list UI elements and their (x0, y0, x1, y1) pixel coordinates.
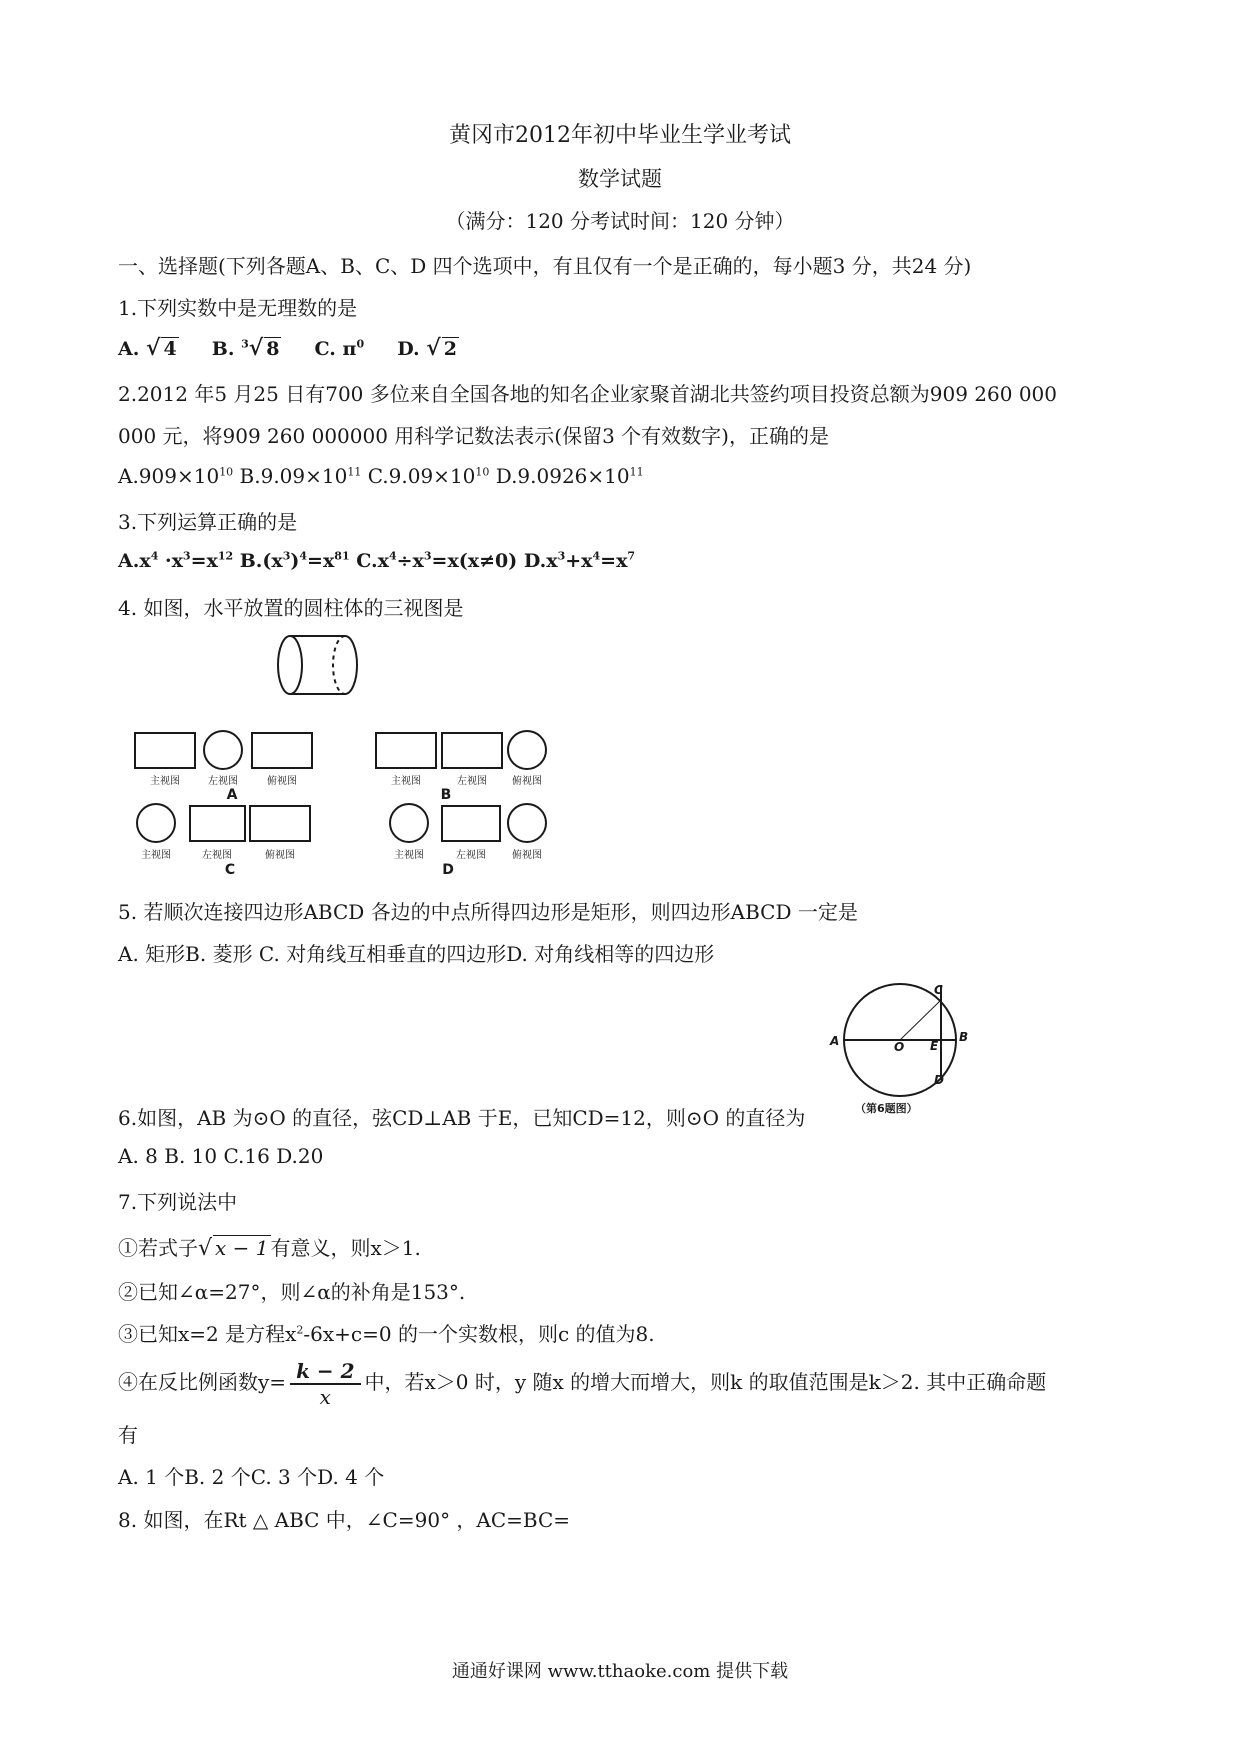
q2-opt-a: A.909×10 (118, 464, 220, 488)
q7-statement-2: ②已知∠α=27°，则∠α的补角是153°. (118, 1280, 466, 1304)
q4-figure (0, 620, 1240, 890)
pt-a-label: A (830, 1034, 840, 1048)
q1-d-radicand: 2 (443, 338, 457, 360)
exam-note: （满分：120 分考试时间：120 分钟） (445, 209, 795, 233)
q4-d-main-circle (390, 804, 428, 842)
q4-a-top-label: 俯视图 (267, 776, 297, 787)
q4-a-left-label: 左视图 (208, 776, 238, 787)
page-footer: 通通好课网 www.tthaoke.com 提供下载 (451, 1661, 789, 1682)
pt-o-label: O (894, 1040, 905, 1054)
q4-d-main-label: 主视图 (394, 850, 424, 861)
q1-b-label: B. (211, 338, 235, 360)
q1-stem: 1.下列实数中是无理数的是 (118, 296, 358, 320)
q4-b-main-label: 主视图 (391, 776, 421, 787)
q5-options: A. 矩形B. 菱形 C. 对角线互相垂直的四边形D. 对角线相等的四边形 (118, 942, 715, 966)
q1-a-radicand: 4 (163, 338, 177, 360)
q4-b-left-label: 左视图 (457, 776, 487, 787)
q4-d-left-label: 左视图 (456, 850, 486, 861)
q7-statement-4: ④在反比例函数y= $\frac{k - 2}{x}$ 中，若x＞0 时，y 随x 的增大而增大，则k 的取值范围是k＞2. 其中正确命题 (118, 1358, 1047, 1409)
q1-c-label: C. (314, 338, 336, 360)
q4-c-left-rect (190, 806, 245, 841)
q5-stem: 5. 若顺次连接四边形ABCD 各边的中点所得四边形是矩形，则四边形ABCD 一定是 (118, 900, 858, 924)
q4-b-main-rect (376, 733, 436, 768)
q4-b-top-circle (508, 731, 546, 769)
q4-c-left-label: 左视图 (202, 850, 232, 861)
radius-oc (900, 1000, 941, 1040)
q4-c-top-rect (250, 806, 310, 841)
q4-a-main-rect (135, 733, 195, 768)
section-heading: 一、选择题(下列各题A、B、C、D 四个选项中，有且仅有一个是正确的，每小题3 分，共24 分) (118, 254, 972, 278)
q4-a-left-circle (204, 731, 242, 769)
q4-b-top-label: 俯视图 (512, 776, 542, 787)
q2-opt-d: D.9.0926×10 (489, 464, 630, 488)
q8-stem: 8. 如图，在Rt △ ABC 中，∠C=90° ，AC=BC= (118, 1508, 571, 1532)
q3-stem: 3.下列运算正确的是 (118, 510, 298, 534)
q7-s1-radicand: x − 1 (215, 1236, 269, 1260)
pt-e-label: E (930, 1039, 939, 1053)
q4-c-main-circle (137, 804, 175, 842)
q2-line2: 000 元，将909 260 000000 用科学记数法表示(保留3 个有效数字)，正确的是 (118, 424, 829, 448)
q7-s4-y: y= (258, 1370, 287, 1394)
cylinder-figure (278, 636, 357, 694)
q6-figure (820, 970, 980, 1120)
q4-a-main-label: 主视图 (150, 776, 180, 787)
q2-opt-b: B.9.09×10 (233, 464, 348, 488)
q6-stem: 6.如图，AB 为⊙O 的直径，弦CD⊥AB 于E，已知CD=12，则⊙O 的直径为 (118, 1106, 806, 1130)
q2-options: $A.909\times 10^{10}$ $B.9.09\times 10^{11}$ $C.9.09\times 10^{10}$ $D.9.0926\times 10^{11}$ (118, 464, 644, 488)
q1-c-base: π (342, 338, 357, 360)
q7-statement-1: ①若式子√ x − 1 有意义，则x＞1. (118, 1236, 421, 1261)
q6-fig-caption: （第6题图） (855, 1102, 918, 1115)
q2-opt-c: C.9.09×10 (361, 464, 476, 488)
q4-a-top-rect (252, 733, 312, 768)
q4-c-top-label: 俯视图 (265, 850, 295, 861)
q1-options: A. √ 4 B. $^3$√ 8 C. $\pi^0$ D. √ 2 (118, 335, 457, 361)
q7-statement-3: ③已知x=2 是方程$x^2-6x+c=0$ 的一个实数根，则c 的值为8. (118, 1322, 655, 1346)
q6-options: A. 8 B. 10 C.16 D.20 (118, 1144, 324, 1168)
pt-c-label: C (934, 983, 943, 997)
q1-a-label: A. (118, 338, 140, 360)
q4-opt-b-label: B (440, 787, 452, 803)
q7-options: A. 1 个B. 2 个C. 3 个D. 4 个 (118, 1465, 385, 1489)
pt-d-label: D (934, 1073, 944, 1087)
q1-b-index: 3 (241, 337, 249, 351)
q1-b-radicand: 8 (266, 338, 280, 360)
page-subtitle: 数学试题 (578, 167, 662, 191)
page-title: 黄冈市2012年初中毕业生学业考试 (449, 123, 791, 148)
q1-c-exp: 0 (356, 337, 365, 351)
q4-d-left-rect (442, 806, 500, 841)
q7-statement-4-cont: 有 (118, 1423, 138, 1447)
q4-stem: 4. 如图，水平放置的圆柱体的三视图是 (118, 596, 464, 620)
q4-d-top-label: 俯视图 (512, 850, 542, 861)
q4-c-main-label: 主视图 (141, 850, 171, 861)
q2-line1: 2.2012 年5 月25 日有700 多位来自全国各地的知名企业家聚首湖北共签约项目投资总额为909 260 000 (118, 382, 1057, 406)
q4-d-top-circle (508, 804, 546, 842)
q7-s4-fraction: $\frac{k - 2}{x}$ (290, 1359, 360, 1409)
q3-options: $A.x^4 \cdot x^3=x^{12}$ $B.(x^3)^4=x^{81}$ $C.x^4\div x^3=x(x\ne 0)$ $D.x^3+x^4=x^7$ (118, 549, 636, 572)
q1-d-label: D. (397, 338, 420, 360)
q7-stem: 7.下列说法中 (118, 1190, 238, 1214)
q4-b-left-rect (442, 733, 502, 768)
q4-opt-d-label: D (442, 862, 454, 878)
q4-opt-c-label: C (224, 862, 236, 878)
pt-b-label: B (959, 1030, 969, 1044)
q4-opt-a-label: A (226, 787, 238, 803)
